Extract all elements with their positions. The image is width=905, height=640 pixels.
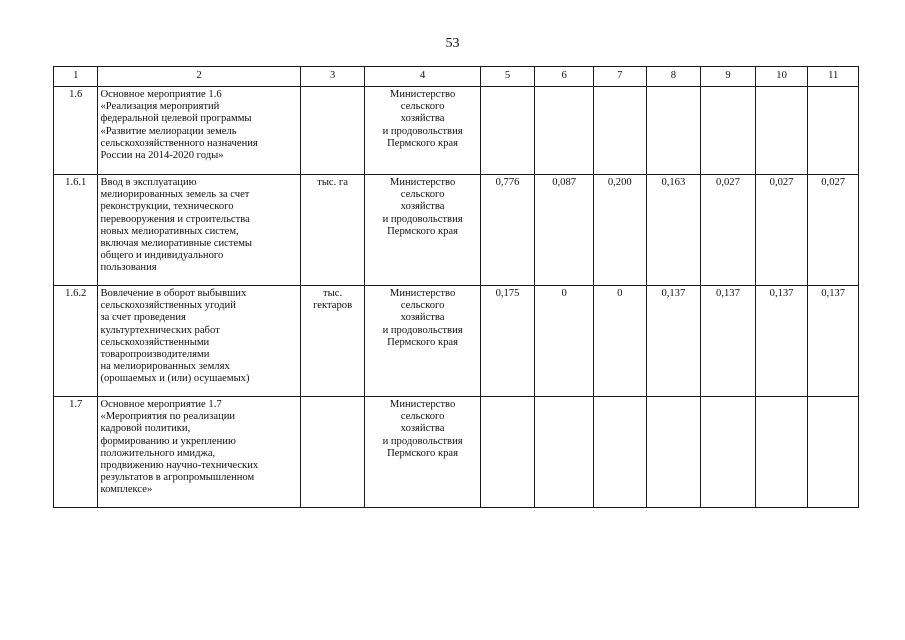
row-executor: Министерство сельского хозяйства и продовольствия Пермского края xyxy=(382,89,463,149)
row-value: 0,027 xyxy=(701,175,756,286)
table-row xyxy=(54,397,859,508)
row-value: 0,137 xyxy=(808,286,859,397)
row-value: 0,137 xyxy=(646,286,701,397)
row-value: 0,137 xyxy=(755,286,808,397)
column-header: 10 xyxy=(755,67,808,87)
table-row xyxy=(54,87,859,175)
row-value: 0 xyxy=(593,286,646,397)
row-value xyxy=(535,397,594,508)
column-header: 4 xyxy=(365,67,480,87)
page-number: 53 xyxy=(445,36,460,51)
row-value xyxy=(480,87,535,175)
row-value xyxy=(701,87,756,175)
row-value xyxy=(646,397,701,508)
row-value: 0,027 xyxy=(755,175,808,286)
column-header: 6 xyxy=(535,67,594,87)
row-value: 0,087 xyxy=(535,175,594,286)
row-value xyxy=(808,87,859,175)
row-value xyxy=(701,397,756,508)
row-unit: тыс. га xyxy=(317,177,348,188)
table-row xyxy=(54,286,859,397)
row-value: 0 xyxy=(535,286,594,397)
table-row xyxy=(54,175,859,286)
row-executor: Министерство сельского хозяйства и продовольствия Пермского края xyxy=(382,399,463,459)
row-value xyxy=(755,397,808,508)
column-header: 7 xyxy=(593,67,646,87)
row-value xyxy=(593,397,646,508)
row-executor: Министерство сельского хозяйства и продовольствия Пермского края xyxy=(382,288,463,348)
row-executor: Министерство сельского хозяйства и продовольствия Пермского края xyxy=(382,177,463,237)
row-number: 1.7 xyxy=(54,397,98,508)
row-value: 0,175 xyxy=(480,286,535,397)
row-name: Вовлечение в оборот выбывших сельскохозяйственных угодий за счет проведения культуртехнических работ сельскохозяйственными товаропроизводителями на мелиорированных землях (орошаемых и (или) осушаемых) xyxy=(100,288,250,385)
row-name: Основное мероприятие 1.6 «Реализация мероприятий федеральной целевой программы «Развитие мелиорации земель сельскохозяйственного назначения России на 2014-2020 годы» xyxy=(100,89,258,162)
row-value xyxy=(755,87,808,175)
row-value xyxy=(808,397,859,508)
row-value xyxy=(593,87,646,175)
row-unit: тыс. гектаров xyxy=(313,288,353,312)
row-number: 1.6 xyxy=(54,87,98,175)
program-table xyxy=(53,66,859,508)
row-value: 0,200 xyxy=(593,175,646,286)
row-value xyxy=(646,87,701,175)
header-row xyxy=(54,67,859,87)
row-value: 0,163 xyxy=(646,175,701,286)
column-header: 1 xyxy=(54,67,98,87)
column-header: 8 xyxy=(646,67,701,87)
row-name: Ввод в эксплуатацию мелиорированных земель за счет реконструкции, технического перевооружения и строительства новых мелиоративных систем, включая мелиоративные системы общего и индивидуального пользования xyxy=(100,177,253,274)
column-header: 9 xyxy=(701,67,756,87)
row-name: Основное мероприятие 1.7 «Мероприятия по реализации кадровой политики, формированию и укреплению положительного имиджа, продвижению научно-технических результатов в агропромышленном комплексе» xyxy=(100,399,259,496)
column-header: 2 xyxy=(98,67,300,87)
column-header: 5 xyxy=(480,67,535,87)
row-value: 0,137 xyxy=(701,286,756,397)
row-number: 1.6.2 xyxy=(54,286,98,397)
column-header: 3 xyxy=(300,67,365,87)
row-value xyxy=(480,397,535,508)
row-value: 0,027 xyxy=(808,175,859,286)
column-header: 11 xyxy=(808,67,859,87)
row-number: 1.6.1 xyxy=(54,175,98,286)
row-value xyxy=(535,87,594,175)
row-value: 0,776 xyxy=(480,175,535,286)
